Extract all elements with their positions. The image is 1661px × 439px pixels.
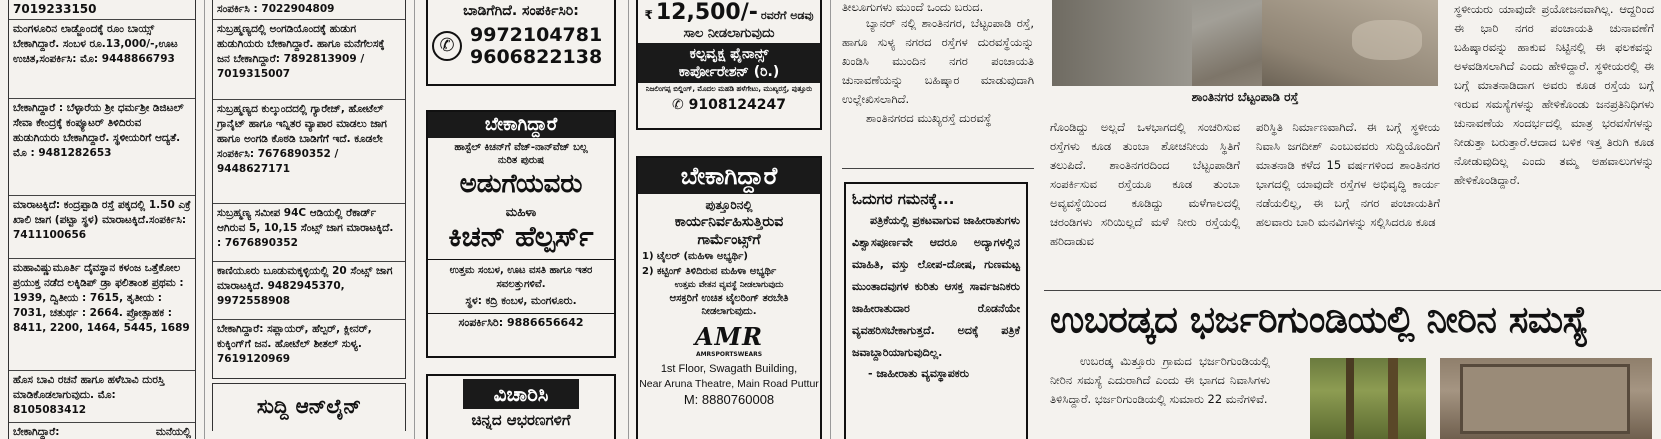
column-divider bbox=[414, 0, 415, 439]
phone-number: ✆ 9108124247 bbox=[671, 97, 787, 113]
article-paragraph: ಶಾಂತಿನಗರದ ಮುಖ್ಯರಸ್ತೆ ದುರವಸ್ಥೆ bbox=[866, 111, 992, 125]
forest-photo bbox=[1310, 358, 1426, 439]
photo-caption: ಶಾಂತಿನಗರ ಬೆಟ್ಟಂಪಾಡಿ ರಸ್ತೆ bbox=[1191, 90, 1299, 104]
article-area bbox=[1044, 0, 1661, 439]
section-title: ಸುದ್ದಿ ಆನ್‌ಲೈನ್ bbox=[212, 383, 406, 431]
classified-ad: ಬೇಕಾಗಿದ್ದಾರೆ : ಬೆಳ್ಳಾರೆಯ ಶ್ರೀ ಧರ್ಮಶ್ರೀ ಡಿಜಿಟಲ್ ಸೇವಾ ಕೇಂದ್ರಕ್ಕೆ ಕಂಪ್ಯೂಟರ್ ತಿಳಿದಿರುವ ಹುಡುಗಿಯರು ಬೇಕಾಗಿದ್ದಾರೆ. ಸ್ಥಳೀಯರಿಗೆ ಆದ್ಯತೆ. ಮೊ : 9481282653 bbox=[9, 99, 195, 196]
well-photo bbox=[1440, 358, 1652, 439]
kitchen-job-ad: ಬೇಕಾಗಿದ್ದಾರೆ ಹಾಸ್ಟೆಲ್ ಕಿಚನ್‌ಗೆ ವೆಜ್-ನಾನ್‌ವೆಜ್ ಬಲ್ಲ ನುರಿತ ಪುರುಷ ಅಡುಗೆಯವರು ಮಹಿಳಾ ಕಿಚನ್ ಹೆಲ್ಪರ್ಸ್ ಉತ್ತಮ ಸಂಬಳ, ಊಟ ವಸತಿ ಹಾಗೂ ಇತರ ಸವಲತ್ತುಗಳಿವೆ. ಸ್ಥಳ: ಕದ್ರಿ ಕಂಬಳ, ಮಂಗಳೂರು. ಸಂಪರ್ಕಿಸಿರಿ: 9886656642 bbox=[426, 110, 616, 358]
headline: ಉಬರಡ್ಕದ ಭರ್ಜರಿಗುಂಡಿಯಲ್ಲಿ ನೀರಿನ ಸಮಸ್ಯೆ bbox=[1050, 298, 1589, 341]
amr-logo: AMR AMRSPORTSWEARS bbox=[694, 322, 764, 358]
readers-notice-box: ಓದುಗರ ಗಮನಕ್ಕೆ... ಪತ್ರಿಕೆಯಲ್ಲಿ ಪ್ರಕಟವಾಗುವ ಜಾಹೀರಾತುಗಳು ವಿಶ್ವಾಸಪೂರ್ಣವೇ ಆದರೂ ಅದ್ಯಾಗಳಲ್ಲಿನ ಮಾಹಿತಿ, ವಸ್ತು ಲೋಪ-ದೋಷ, ಗುಣಮಟ್ಟ ಮುಂತಾದವುಗಳ ಕುರಿತು ಆಸಕ್ತ ಸಾರ್ವಜನಿಕರು ಜಾಹೀರಾತುದಾರ ರೊಡನೆಯೇ ವ್ಯವಹರಿಸಬೇಕಾಗುತ್ತದೆ. ಅದಕ್ಕೆ ಪತ್ರಿಕೆ ಜವಾಬ್ದಾರಿಯಾಗುವುದಿಲ್ಲ. - ಜಾಹೀರಾತು ವ್ಯವಸ್ಥಾಪಕರು bbox=[844, 182, 1028, 439]
display-ads-column-3 bbox=[426, 0, 616, 439]
classified-ad: ಸುಬ್ರಹ್ಮಣ್ಯದ ಕುಲ್ಕುಂದದಲ್ಲಿ ಗ್ಯಾರೇಜ್, ಹೋಟೆಲ್ ಗ್ರಾನೈಟ್ ಹಾಗೂ ಇನ್ನಿತರ ವ್ಯಾಪಾರ ಮಾಡಲು ಜಾಗ ಹಾಗೂ ಅಂಗಡಿ ಕೊಠಡಿ ಬಾಡಿಗೆಗೆ ಇದೆ. ಕೂಡಲೇ ಸಂಪರ್ಕಿಸಿ: 7676890352 / 9448627171 bbox=[213, 100, 405, 204]
column-divider bbox=[628, 0, 629, 439]
divider bbox=[842, 168, 1034, 169]
column-divider bbox=[204, 0, 205, 439]
classified-ad: ಮಾರಾಟಕ್ಕಿದೆ: ಕಂದ್ರಪ್ಪಾಡಿ ರಸ್ತೆ ಪಕ್ಕದಲ್ಲಿ 1.50 ಎಕ್ರೆ ಖಾಲಿ ಜಾಗ (ಪಟ್ಟಾ ಸ್ಥಳ) ಮಾರಾಟಕ್ಕಿದೆ.ಸಂಪರ್ಕಿಸಿ: 7411100656 bbox=[9, 196, 195, 259]
finance-ad: ₹ 12,500/- ರವರೆಗೆ ಅಡವು ಸಾಲ ನೀಡಲಾಗುವುದು ಕಲ್ಪವೃಕ್ಷ ಫೈನಾನ್ಸ್ ಕಾರ್ಪೋರೇಶನ್ (ರಿ.) ನಿಜಲಿಂಗಪ್ಪ ಬಿಲ್ಡಿಂಗ್, ಮೊದಲ ಮಹಡಿ ಹಳೆಗೇಟು, ಮುಖ್ಯರಸ್ತೆ, ಪುತ್ತೂರು ✆ 9108124247 bbox=[636, 0, 822, 130]
top-phone: 7019233150 bbox=[9, 0, 195, 20]
classified-ad: ಮಹಾವಿಷ್ಣುಮೂರ್ತಿ ದೈವಸ್ಥಾನ ಕಳಂಜ ಒತ್ತೆಕೋಲ ಪ್ರಯುಕ್ತ ನಡೆದ ಲಕ್ಕಿಡಿಪ್ ಡ್ರಾ ಫಲಿತಾಂಶ ಪ್ರಥಮ : 1939, ದ್ವಿತೀಯ : 7615, ತೃತೀಯ : 7031, ಚತುರ್ಥ : 2664. ಪ್ರೋತ್ಸಾಹಕ : 8411, 2200, 1464, 5445, 1689 bbox=[9, 259, 195, 371]
gold-ad: ವಿಚಾರಿಸಿ ಚಿನ್ನದ ಆಭರಣಗಳಿಗೆ bbox=[426, 374, 616, 439]
phone-icon: ✆ bbox=[671, 97, 684, 113]
classified-ad: ಸುಬ್ರಹ್ಮಣ್ಯ ಸಮೀಪ 94C ಆಡಿಯಲ್ಲಿ ರೆಕಾರ್ಡ್ ಆಗಿರುವ 5, 10,15 ಸೆಂಟ್ಸ್ ಜಾಗ ಮಾರಾಟಕ್ಕಿದೆ. : 7676890352 bbox=[213, 204, 405, 262]
classified-ad: ಮಂಗಳೂರಿನ ಲಾಡ್ಜೊಂದಕ್ಕೆ ರೂಂ ಬಾಯ್ಸ್ ಬೇಕಾಗಿದ್ದಾರೆ. ಸಂಬಳ ರೂ.13,000/-,ಊಟ ಉಚಿತ,ಸಂಪರ್ಕಿಸಿ: ಮೊ: 9448866793 bbox=[9, 20, 195, 99]
article-paragraph: ಪರಿಸ್ಥಿತಿ ನಿರ್ಮಾಣವಾಗಿದೆ. ಈ ಬಗ್ಗೆ ಸ್ಥಳೀಯ ನಿವಾಸಿ ಜಗದೀಶ್ ಎಂಬುವವರು ಸುದ್ದಿಯೊಂದಿಗೆ ಮಾತನಾಡಿ ಕಳೆದ 15 ವರ್ಷಗಳಿಂದ ಶಾಂತಿನಗರ ಭಾಗದಲ್ಲಿ ಯಾವುದೇ ರಸ್ತೆಗಳ ಅಭಿವೃದ್ಧಿ ಕಾರ್ಯ ನಡೆಯಲಿಲ್ಲ, ಈ ಬಗ್ಗೆ ನಗರ ಪಂಚಾಯತಿಗೆ ಹಲವಾರು ಬಾರಿ ಮನವಿಗಳನ್ನು ಸಲ್ಲಿಸಿದರೂ ಕೂಡ bbox=[1256, 120, 1440, 229]
article-paragraph: ಗೊಂಡಿದ್ದು ಅಲ್ಲದೆ ಒಳಭಾಗದಲ್ಲಿ ಸಂಚರಿಸುವ ರಸ್ತೆಗಳು ಕೂಡ ತುಂಬಾ ಶೋಚನೀಯ ಸ್ಥಿತಿಗೆ ತಲುಪಿದೆ. ಶಾಂತಿನಗರದಿಂದ ಬೆಟ್ಟಂಪಾಡಿಗೆ ಸಂಪರ್ಕಿಸುವ ರಸ್ತೆಯೂ ಕೂಡ ತುಂಬಾ ಅವ್ಯವಸ್ಥೆಯಿಂದ ಕೂಡಿದ್ದು ಮಳೆಗಾಲದಲ್ಲಿ ಚರಂಡಿಗಳು ಸರಿಯಿಲ್ಲದೆ ಮಳೆ ನೀರು ರಸ್ತೆಯಲ್ಲಿ ಹರಿದಾಡುವ bbox=[1050, 120, 1240, 248]
column-divider bbox=[830, 0, 831, 439]
article-paragraph: ಬ್ಯಾನರ್ ನಲ್ಲಿ ಶಾಂತಿನಗರ, ಬೆಟ್ಟಂಪಾಡಿ ರಸ್ತೆ, ಹಾಗೂ ಸುಳ್ಯ ನಗರದ ರಸ್ತೆಗಳ ದುರವಸ್ಥೆಯನ್ನು ಖಂಡಿಸಿ ಮುಂದಿನ ನಗರ ಪಂಚಾಯತಿ ಚುನಾವಣೆಯನ್ನು ಬಹಿಷ್ಕಾರ ಮಾಡುವುದಾಗಿ ಉಲ್ಲೇಖಿಸಲಾಗಿದೆ. bbox=[842, 16, 1034, 106]
display-ads-column-4 bbox=[636, 0, 822, 439]
classified-ad: ಬೇಕಾಗಿದ್ದಾರೆ: ಮನೆಯಲ್ಲಿ bbox=[13, 426, 191, 438]
classified-ad: ಹೊಸ ಬಾವಿ ರಚನೆ ಹಾಗೂ ಹಳೆಬಾವಿ ದುರಸ್ತಿ ಮಾಡಿಕೊಡಲಾಗುವುದು. ಮೊ: 8105083412 bbox=[9, 371, 195, 423]
classified-ad: ಸುಬ್ರಹ್ಮಣ್ಯದಲ್ಲಿ ಅಂಗಡಿಯೊಂದಕ್ಕೆ ಹುಡುಗ ಹುಡುಗಿಯರು ಬೇಕಾಗಿದ್ದಾರೆ. ಹಾಗೂ ಮನೆಗೆಲಸಕ್ಕೆ ಜನ ಬೇಕಾಗಿದ್ದಾರೆ: 7892813909 / 7019315007 bbox=[213, 20, 405, 100]
classified-column-2 bbox=[212, 0, 406, 439]
article-column-5: ತೀಲೂಗುಗಳು ಮುಂದೆ ಒಂದು ಬರುದ. ಬ್ಯಾನರ್ ನಲ್ಲಿ ಶಾಂತಿನಗರ, ಬೆಟ್ಟಂಪಾಡಿ ರಸ್ತೆ, ಹಾಗೂ ಸುಳ್ಯ ನಗರದ ರಸ್ತೆಗಳ ದುರವಸ್ಥೆಯನ್ನು ಖಂಡಿಸಿ ಮುಂದಿನ ನಗರ ಪಂಚಾಯತಿ ಚುನಾವಣೆಯನ್ನು ಬಹಿಷ್ಕಾರ ಮಾಡುವುದಾಗಿ ಉಲ್ಲೇಖಿಸಲಾಗಿದೆ. ಶಾಂತಿನಗರದ ಮುಖ್ಯರಸ್ತೆ ದುರವಸ್ಥೆ ಓದುಗರ ಗಮನಕ್ಕೆ... ಪತ್ರಿಕೆಯಲ್ಲಿ ಪ್ರಕಟವಾಗುವ ಜಾಹೀರಾತುಗಳು ವಿಶ್ವಾಸಪೂರ್ಣವೇ ಆದರೂ ಅದ್ಯಾಗಳಲ್ಲಿನ ಮಾಹಿತಿ, ವಸ್ತು ಲೋಪ-ದೋಷ, ಗುಣಮಟ್ಟ ಮುಂತಾದವುಗಳ ಕುರಿತು ಆಸಕ್ತ ಸಾರ್ವಜನಿಕರು ಜಾಹೀರಾತುದಾರ ರೊಡನೆಯೇ ವ್ಯವಹರಿಸಬೇಕಾಗುತ್ತದೆ. ಅದಕ್ಕೆ ಪತ್ರಿಕೆ ಜವಾಬ್ದಾರಿಯಾಗುವುದಿಲ್ಲ. - ಜಾಹೀರಾತು ವ್ಯವಸ್ಥಾಪಕರು bbox=[842, 0, 1034, 439]
article-paragraph: ಸ್ಥಳೀಯರು ಯಾವುದೇ ಪ್ರಯೋಜನವಾಗಿಲ್ಲ. ಆದ್ದರಿಂದ ಈ ಭಾರಿ ನಗರ ಪಂಚಾಯತಿ ಚುನಾವಣೆಗೆ ಬಹಿಷ್ಕಾರವನ್ನು ಹಾಕುವ ನಿಟ್ಟಿನಲ್ಲಿ ಈ ಫಲಕವನ್ನು ಅಳವಡಿಸಲಾಗಿದೆ ಎಂದು ಹೇಳಿದ್ದಾರೆ. ಸ್ಥಳೀಯರಲ್ಲಿ ಈ ಬಗ್ಗೆ ಮಾತನಾಡಿದಾಗ ಅವರು ಕೂಡ ರಸ್ತೆಯ ಬಗ್ಗೆ ಇರುವ ಸಮಸ್ಯೆಗಳನ್ನು ಹೇಳಿಕೊಂಡು ಜನಪ್ರತಿನಿಧಿಗಳು ಚುನಾವಣೆಯ ಸಂದರ್ಭದಲ್ಲಿ ಮಾತ್ರ ಭರವಸೆಗಳನ್ನು ನೀಡುತ್ತಾ ಬರುತ್ತಾರೆ.ಆದಾದ ಬಳಿಕ ಇತ್ತ ತಿರುಗಿ ಕೂಡ ನೋಡುವುದಿಲ್ಲ ಎಂದು ತಮ್ಮ ಅಹವಾಲುಗಳನ್ನು ಹೇಳಿಕೊಂಡಿದ್ದಾರೆ. bbox=[1454, 2, 1654, 187]
article-paragraph: ಉಬರಡ್ಕ ಮಿತ್ತೂರು ಗ್ರಾಮದ ಭರ್ಜರಿಗುಂಡಿಯಲ್ಲಿ ನೀರಿನ ಸಮಸ್ಯೆ ಎದುರಾಗಿದೆ ಎಂದು ಈ ಭಾಗದ ನಿವಾಸಿಗಳು ತಿಳಿಸಿದ್ದಾರೆ. ಭರ್ಜರಿಗುಂಡಿಯಲ್ಲಿ ಸುಮಾರು 22 ಮನೆಗಳಿವೆ. bbox=[1050, 354, 1270, 406]
classified-column-1 bbox=[8, 0, 196, 439]
phone-icon: ✆ bbox=[432, 31, 462, 61]
classified-ad: ಸಂಪರ್ಕಿಸಿ : 7022904809 bbox=[213, 0, 405, 20]
rent-ad: ಬಾಡಿಗೆಗಿದೆ. ಸಂಪರ್ಕಿಸಿರಿ: ✆ 9972104781 9606822138 bbox=[426, 0, 616, 86]
classified-ad: ಕಾಣಿಯೂರು ಬೂಡುಮಕ್ಕಳ್ಳಿಯಲ್ಲಿ 20 ಸೆಂಟ್ಸ್ ಜಾಗ ಮಾರಾಟಕ್ಕಿದೆ. 9482945370, 9972558908 bbox=[213, 262, 405, 320]
divider bbox=[1044, 290, 1661, 291]
road-photo bbox=[1052, 0, 1438, 86]
classified-ad: ಬೇಕಾಗಿದ್ದಾರೆ: ಸಪ್ಲಾಯರ್, ಹೆಲ್ಪರ್, ಕ್ಲೀನರ್, ಕುಕ್ಕಿಂಗ್‌ಗೆ ಜನ. ಹೋಟೆಲ್ ಶೀತಲ್ ಸುಳ್ಯ. 7619120969 bbox=[217, 323, 372, 365]
garment-job-ad: ಬೇಕಾಗಿದ್ದಾರೆ ಪುತ್ತೂರಿನಲ್ಲಿ ಕಾರ್ಯನಿರ್ವಹಿಸುತ್ತಿರುವ ಗಾರ್ಮೆಂಟ್ಸ್‌ಗೆ 1) ಟೈಲರ್ (ಮಹಿಳಾ ಅಭ್ಯರ್ಥಿ) 2) ಕಟ್ಟಿಂಗ್ ತಿಳಿದಿರುವ ಮಹಿಳಾ ಅಭ್ಯರ್ಥಿ ಉತ್ತಮ ವೇತನ ವ್ಯವಸ್ಥೆ ನೀಡಲಾಗುವುದು ಆಸಕ್ತರಿಗೆ ಉಚಿತ ಟೈಲರಿಂಗ್ ತರಬೇತಿ ನೀಡಲಾಗುವುದು. AMR AMRSPORTSWEARS 1st Floor, Swagath Building, Near Aruna Theatre, Main Road Puttur M: 8880760008 bbox=[636, 156, 822, 439]
